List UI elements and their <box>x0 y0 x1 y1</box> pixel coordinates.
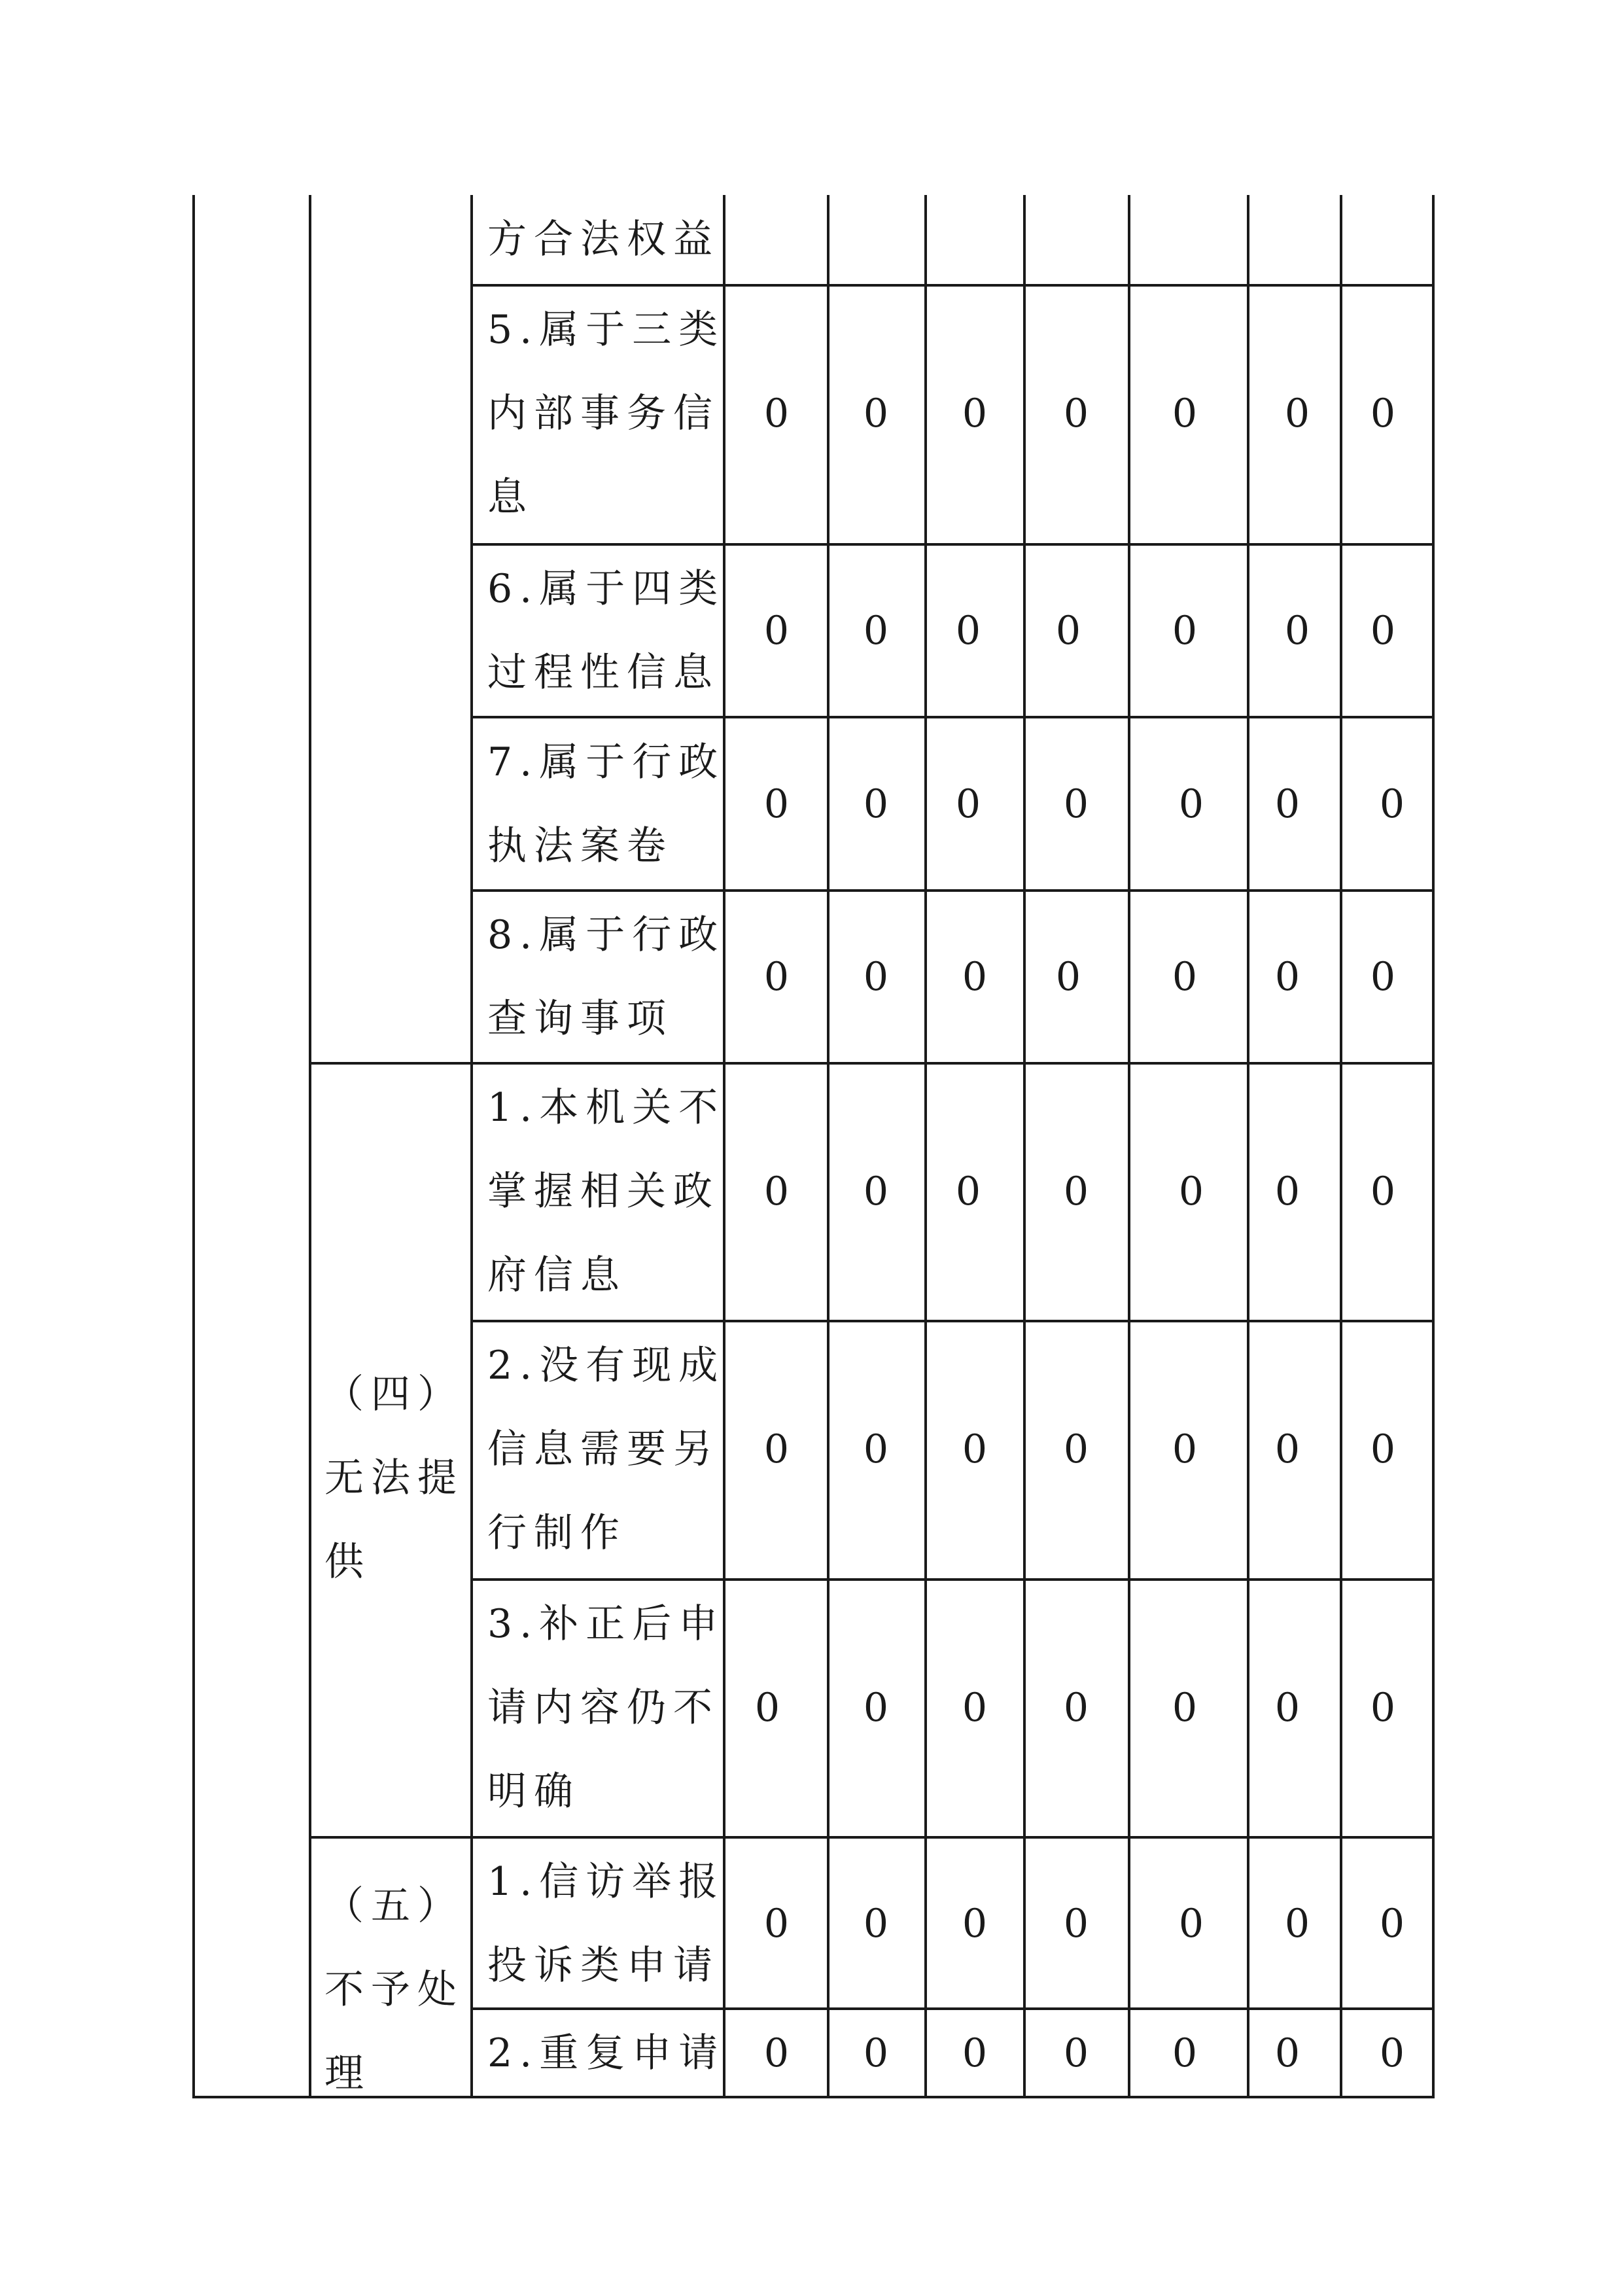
cell-value: 0 <box>763 608 790 654</box>
cell-value: 0 <box>1379 1901 1405 1947</box>
cell-value: 0 <box>1284 608 1310 654</box>
row-border <box>470 284 1435 287</box>
cell-value: 0 <box>763 781 790 827</box>
cell-value: 0 <box>1370 1169 1396 1214</box>
cell-value: 0 <box>1274 1426 1300 1472</box>
table-border <box>1023 195 1026 2098</box>
cell-value: 0 <box>1063 1426 1089 1472</box>
row-label: 内部事务信 <box>487 391 720 436</box>
cell-value: 0 <box>962 1901 988 1947</box>
cell-value: 0 <box>1055 608 1081 654</box>
cell-value: 0 <box>763 2030 790 2076</box>
cell-value: 0 <box>1370 1685 1396 1731</box>
row-border <box>470 716 1435 718</box>
table-border-left <box>192 195 195 2098</box>
row-label: 2.重复申请 <box>487 2030 725 2076</box>
cell-value: 0 <box>1172 954 1198 1000</box>
cell-value: 0 <box>962 1685 988 1731</box>
cell-value: 0 <box>1178 781 1204 827</box>
table-border-bottom <box>192 2096 1435 2098</box>
cell-value: 0 <box>1274 2030 1300 2076</box>
cell-value: 0 <box>763 1426 790 1472</box>
cell-value: 0 <box>1063 1169 1089 1214</box>
table-border <box>1128 195 1130 2098</box>
row-label: 2.没有现成 <box>487 1343 725 1388</box>
cell-value: 0 <box>863 781 889 827</box>
cell-value: 0 <box>763 954 790 1000</box>
cell-value: 0 <box>863 1426 889 1472</box>
cell-value: 0 <box>1172 1426 1198 1472</box>
cell-value: 0 <box>863 1685 889 1731</box>
table-border <box>1340 195 1342 2098</box>
cell-value: 0 <box>1379 781 1405 827</box>
row-label: 6.属于四类 <box>487 566 725 612</box>
cell-value: 0 <box>863 1901 889 1947</box>
cell-value: 0 <box>1063 1901 1089 1947</box>
group-label: （四） <box>324 1371 464 1417</box>
cell-value: 0 <box>763 1169 790 1214</box>
cell-value: 0 <box>1063 2030 1089 2076</box>
cell-value: 0 <box>962 391 988 436</box>
cell-value: 0 <box>863 608 889 654</box>
group-label: （五） <box>324 1883 464 1929</box>
group-label: 不予处 <box>324 1967 464 2013</box>
cell-value: 0 <box>1172 2030 1198 2076</box>
cell-value: 0 <box>955 608 981 654</box>
row-label: 息 <box>487 474 534 520</box>
cell-value: 0 <box>962 2030 988 2076</box>
table-border <box>470 195 473 2098</box>
table-border <box>309 195 311 2098</box>
row-border <box>470 2007 1435 2010</box>
group-border <box>309 1062 1435 1065</box>
row-border <box>470 1320 1435 1322</box>
cell-value: 0 <box>763 391 790 436</box>
row-label: 5.属于三类 <box>487 307 725 353</box>
cell-value: 0 <box>863 1169 889 1214</box>
cell-value: 0 <box>863 954 889 1000</box>
cell-value: 0 <box>962 954 988 1000</box>
cell-value: 0 <box>1178 1901 1204 1947</box>
group-border <box>309 1836 1435 1839</box>
row-label: 投诉类申请 <box>487 1943 720 1988</box>
cell-value: 0 <box>1274 954 1300 1000</box>
row-label: 府信息 <box>487 1252 627 1298</box>
row-label: 过程性信息 <box>487 650 720 696</box>
row-label: 方合法权益 <box>487 217 720 262</box>
cell-value: 0 <box>863 391 889 436</box>
row-label: 7.属于行政 <box>487 739 725 785</box>
row-border <box>470 543 1435 546</box>
table-border <box>924 195 927 2098</box>
cell-value: 0 <box>1178 1169 1204 1214</box>
cell-value: 0 <box>1274 781 1300 827</box>
row-label: 行制作 <box>487 1510 627 1556</box>
cell-value: 0 <box>1055 954 1081 1000</box>
cell-value: 0 <box>1379 2030 1405 2076</box>
cell-value: 0 <box>1063 781 1089 827</box>
row-label: 执法案卷 <box>487 823 673 869</box>
cell-value: 0 <box>1284 1901 1310 1947</box>
cell-value: 0 <box>863 2030 889 2076</box>
cell-value: 0 <box>754 1685 780 1731</box>
row-label: 掌握相关政 <box>487 1169 720 1214</box>
cell-value: 0 <box>763 1901 790 1947</box>
group-label: 无法提 <box>324 1455 464 1501</box>
row-border <box>470 1578 1435 1581</box>
statistics-table <box>192 195 1435 2098</box>
cell-value: 0 <box>1370 1426 1396 1472</box>
cell-value: 0 <box>1274 1169 1300 1214</box>
cell-value: 0 <box>1284 391 1310 436</box>
row-label: 查询事项 <box>487 996 673 1042</box>
cell-value: 0 <box>1274 1685 1300 1731</box>
cell-value: 0 <box>955 781 981 827</box>
table-border <box>1247 195 1249 2098</box>
row-label: 8.属于行政 <box>487 912 725 958</box>
cell-value: 0 <box>1370 391 1396 436</box>
row-label: 明确 <box>487 1769 580 1814</box>
row-label: 请内容仍不 <box>487 1685 720 1731</box>
row-border <box>470 889 1435 892</box>
group-label: 供 <box>324 1539 371 1585</box>
cell-value: 0 <box>1063 1685 1089 1731</box>
cell-value: 0 <box>1063 391 1089 436</box>
table-border <box>827 195 829 2098</box>
cell-value: 0 <box>1172 608 1198 654</box>
cell-value: 0 <box>1370 608 1396 654</box>
cell-value: 0 <box>962 1426 988 1472</box>
cell-value: 0 <box>1172 391 1198 436</box>
row-label: 1.信访举报 <box>487 1859 725 1905</box>
cell-value: 0 <box>955 1169 981 1214</box>
group-label: 理 <box>324 2051 371 2096</box>
row-label: 1.本机关不 <box>487 1085 725 1131</box>
table-border-right <box>1432 195 1435 2098</box>
cell-value: 0 <box>1370 954 1396 1000</box>
row-label: 3.补正后申 <box>487 1601 725 1647</box>
row-label: 信息需要另 <box>487 1426 720 1472</box>
cell-value: 0 <box>1172 1685 1198 1731</box>
